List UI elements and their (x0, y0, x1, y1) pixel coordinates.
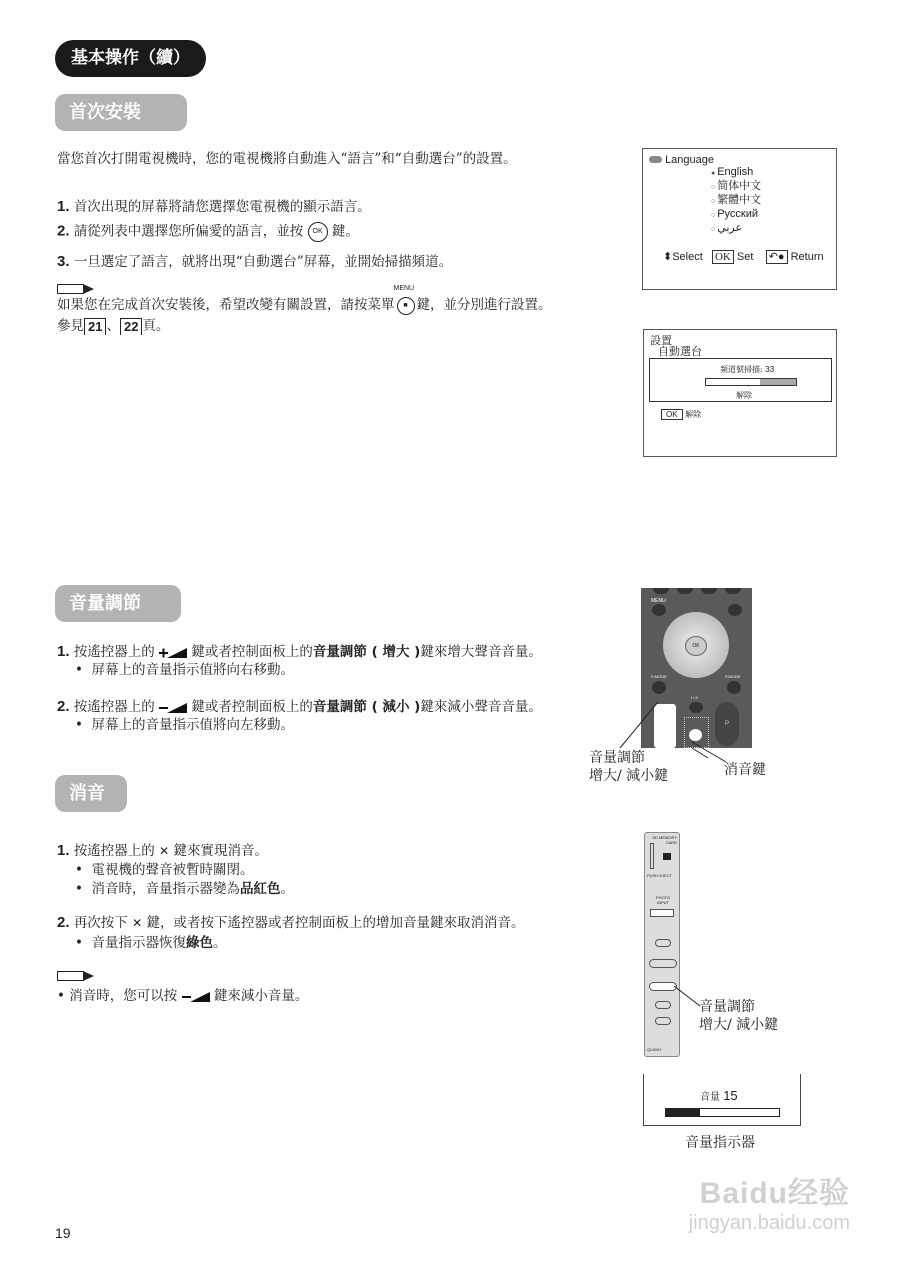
language-option[interactable]: ○ Русский (711, 208, 759, 220)
radio-selected-icon: ● (711, 170, 718, 177)
mute-step-1: 1. 按遙控器上的 ✕ 鍵來實現消音。 (57, 842, 268, 859)
section-title-first-install: 首次安裝 (55, 94, 187, 131)
volume-indicator-screen: 音量 15 (643, 1074, 801, 1126)
volume-step-2-bullet: • 屏幕上的音量指示值將向左移動。 (75, 717, 295, 733)
language-option[interactable]: ● English (711, 166, 754, 178)
menu-button (652, 604, 666, 616)
volume-step-1-bullet: • 屏幕上的音量指示值將向右移動。 (75, 662, 295, 678)
ok-button: OK (685, 636, 707, 656)
channel-button: P (715, 702, 739, 746)
autotune-screen: 設置 自動選台 頻道號掃描: 33 解除 OK 解除 (643, 329, 837, 457)
mute-key-callout: 消音鍵 (724, 762, 766, 778)
volume-key-callout: 音量調節 增大/ 減小鍵 (589, 750, 669, 784)
section-title-mute: 消音 (55, 775, 127, 812)
section-title-volume: 音量調節 (55, 585, 181, 622)
language-option[interactable]: ○ عربي (711, 222, 743, 234)
volume-indicator-caption: 音量指示器 (685, 1135, 755, 1151)
menu-button-icon: ■ (397, 297, 415, 315)
control-panel-illustration: SD MEMORY CARD PUSH-EJECT PHOTO INPUT QL6901 (644, 832, 680, 1057)
radio-icon: ○ (711, 212, 718, 219)
step-1: 1. 首次出現的屏幕將請您選擇您電視機的顯示語言。 (57, 198, 371, 215)
mute-icon: ✕ (132, 916, 143, 930)
intro-text: 當您首次打開電視機時，您的電視機將自動進入“語言”和“自動選台”的設置。 (57, 151, 517, 167)
updown-icon: ⬍ (663, 251, 673, 263)
step-2: 2. 請從列表中選擇您所偏愛的語言，並按 OK 鍵。 (57, 222, 359, 242)
mute-bullet-1: • 電視機的聲音被暫時關閉。 (75, 862, 254, 878)
note-icon (57, 971, 95, 981)
return-button (728, 604, 742, 616)
language-options (711, 166, 761, 236)
step-3: 3. 一旦選定了語言，就將出現“自動選台”屏幕，並開始掃描頻道。 (57, 253, 453, 270)
ok-button-icon: OK (308, 222, 328, 242)
volume-down-icon (159, 703, 187, 713)
page-number: 19 (55, 1225, 71, 1241)
return-key-icon: ↶● (766, 250, 788, 264)
radio-icon: ○ (711, 226, 718, 233)
volume-down-icon (182, 992, 210, 1002)
note-icon (57, 284, 95, 294)
radio-icon: ○ (711, 184, 718, 191)
language-icon (649, 156, 662, 163)
note-text: 如果您在完成首次安裝後，希望改變有關設置，請按菜單 MENU ■ 鍵，並分別進行設置。 (57, 285, 552, 313)
mute-step-2: 2. 再次按下 ✕ 鍵，或者按下遙控器或者控制面板上的增加音量鍵來取消消音。 (57, 914, 525, 931)
page-section-title: 基本操作（續） (55, 40, 206, 77)
page-reference: 參見 21 、 22 頁。 (57, 318, 170, 334)
language-option[interactable]: ○ 繁體中文 (711, 194, 762, 206)
radio-icon: ○ (711, 198, 718, 205)
scan-progress-bar (705, 378, 797, 386)
remote-control-illustration: MENU OK S.MODE P.MODE I / II P (641, 588, 752, 748)
baidu-watermark: Baidu经验 jingyan.baidu.com (688, 1177, 850, 1234)
volume-level-bar (665, 1108, 780, 1117)
menu-label: MENU (393, 285, 415, 292)
volume-step-1: 1. 按遙控器上的 鍵或者控制面板上的音量調節 ( 增大 )鍵來增大聲音音量。 (57, 643, 542, 660)
mute-icon: ✕ (159, 844, 170, 858)
mute-step-2-bullet: • 音量指示器恢復綠色。 (75, 935, 227, 951)
ok-key-icon: OK (712, 250, 734, 264)
volume-step-2: 2. 按遙控器上的 鍵或者控制面板上的音量調節 ( 減小 )鍵來減小聲音音量。 (57, 698, 542, 715)
panel-volume-callout: 音量調節 增大/ 減小鍵 (699, 999, 779, 1033)
language-screen: Language ● English ○ 简体中文 ○ 繁體中文 ○ Русский ○ عربي ⬍Select OK Set ↶● Return (642, 148, 837, 290)
language-option[interactable]: ○ 简体中文 (711, 180, 762, 192)
volume-up-icon (159, 648, 187, 658)
mute-bullet-2: • 消音時，音量指示器變為品紅色。 (75, 881, 295, 897)
mute-note: • 消音時，您可以按 鍵來減小音量。 (57, 988, 309, 1004)
